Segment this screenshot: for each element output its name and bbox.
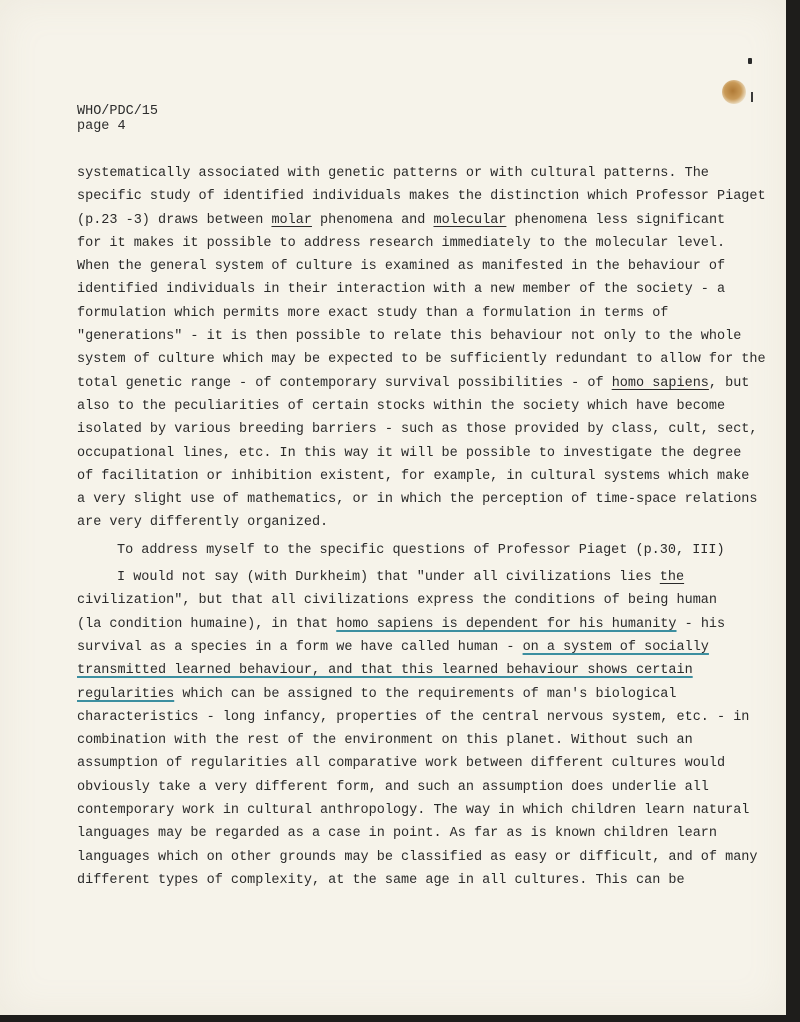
page-number: page 4 bbox=[77, 119, 126, 134]
text-line bbox=[77, 278, 737, 301]
document-reference: WHO/PDC/15 bbox=[77, 104, 159, 119]
text-segment: languages may be regarded as a case in point. As far as is known children learn bbox=[77, 826, 718, 842]
text-segment: system of culture which may be expected to be sufficiently redundant to allow for the bbox=[77, 352, 766, 368]
text-segment: different types of complexity, at the same age in all cultures. This can be bbox=[77, 872, 685, 888]
text-line bbox=[77, 613, 737, 636]
text-line bbox=[77, 729, 737, 752]
text-line bbox=[77, 776, 737, 799]
text-segment: of facilitation or inhibition existent, for example, in cultural systems which make bbox=[77, 468, 750, 484]
staple-mark-lower bbox=[751, 92, 753, 102]
rust-stain bbox=[722, 80, 746, 104]
staple-mark bbox=[748, 58, 752, 64]
text-line bbox=[77, 348, 766, 371]
text-line bbox=[77, 325, 742, 348]
text-line bbox=[77, 706, 750, 729]
text-line bbox=[77, 209, 737, 232]
text-line bbox=[77, 418, 758, 441]
text-segment: which can be assigned to the requirements of man's biological bbox=[174, 686, 677, 702]
text-line bbox=[77, 566, 737, 589]
underlined-phrase: homo sapiens is dependent for his humanity bbox=[336, 616, 677, 632]
text-line bbox=[77, 395, 737, 418]
text-line bbox=[77, 162, 737, 185]
text-line bbox=[77, 302, 737, 325]
text-segment: I would not say (with Durkheim) that "under all civilizations lies bbox=[117, 570, 660, 586]
text-segment: characteristics - long infancy, properties of the central nervous system, etc. - in bbox=[77, 709, 750, 725]
underlined-phrase: molar bbox=[271, 212, 312, 228]
text-segment: obviously take a very different form, and such an assumption does underlie all bbox=[77, 779, 709, 795]
text-segment: assumption of regularities all comparative work between different cultures would bbox=[77, 756, 726, 772]
text-segment: specific study of identified individuals makes the distinction which Professor Piaget bbox=[77, 189, 766, 205]
text-line bbox=[77, 589, 737, 612]
text-segment: phenomena and bbox=[311, 212, 434, 228]
text-line bbox=[77, 683, 737, 706]
text-segment: - his bbox=[676, 616, 726, 632]
text-line bbox=[77, 488, 758, 511]
text-line bbox=[77, 869, 737, 892]
text-line bbox=[77, 465, 750, 488]
text-segment: for it makes it possible to address research immediately to the molecular level. bbox=[77, 235, 726, 251]
text-line bbox=[77, 442, 742, 465]
text-segment: combination with the rest of the environment on this planet. Without such an bbox=[77, 733, 693, 749]
document-body bbox=[77, 162, 766, 892]
text-segment: "generations" - it is then possible to relate this behaviour not only to the whole bbox=[77, 329, 742, 345]
text-segment: isolated by various breeding barriers - such as those provided by class, cult, sect, bbox=[77, 422, 758, 438]
text-segment: occupational lines, etc. In this way it will be possible to investigate the degree bbox=[77, 445, 742, 461]
text-line bbox=[77, 752, 737, 775]
text-line bbox=[77, 372, 750, 395]
paragraph-2: To address myself to the specific questions of Professor Piaget (p.30, III) bbox=[117, 542, 725, 558]
text-segment: identified individuals in their interaction with a new member of the society - a bbox=[77, 282, 726, 298]
text-segment: formulation which permits more exact study than a formulation in terms of bbox=[77, 305, 669, 321]
text-segment: total genetic range - of contemporary survival possibilities - of bbox=[77, 375, 612, 391]
document-header bbox=[77, 104, 158, 134]
underlined-phrase: regularities bbox=[77, 686, 175, 702]
text-line bbox=[77, 846, 758, 869]
text-segment: When the general system of culture is examined as manifested in the behaviour of bbox=[77, 259, 726, 275]
text-segment: systematically associated with genetic patterns or with cultural patterns. The bbox=[77, 166, 709, 181]
underlined-phrase: the bbox=[659, 570, 685, 586]
underlined-phrase: on a system of socially bbox=[522, 639, 709, 655]
paragraph-3 bbox=[77, 566, 758, 892]
underlined-phrase: transmitted learned behaviour, and that this learned behaviour shows certain bbox=[77, 663, 693, 679]
text-line bbox=[77, 659, 737, 682]
underlined-phrase: molecular bbox=[433, 212, 507, 228]
text-segment: languages which on other grounds may be classified as easy or difficult, and of many bbox=[77, 849, 758, 865]
text-segment: , but bbox=[708, 375, 750, 391]
text-segment: (p.23 -3) draws between bbox=[77, 212, 272, 228]
text-segment: phenomena less significant bbox=[506, 212, 726, 228]
text-segment: survival as a species in a form we have called human - bbox=[77, 639, 523, 655]
text-segment: (la condition humaine), in that bbox=[77, 616, 337, 632]
text-segment: are very differently organized. bbox=[77, 515, 329, 531]
text-line bbox=[77, 185, 766, 208]
text-line bbox=[77, 232, 737, 255]
text-segment: also to the peculiarities of certain stocks within the society which have become bbox=[77, 398, 726, 414]
text-line bbox=[77, 511, 737, 534]
text-segment: a very slight use of mathematics, or in which the perception of time-space relations bbox=[77, 492, 758, 508]
text-segment: civilization", but that all civilizations express the conditions of being human bbox=[77, 593, 718, 609]
text-segment: contemporary work in cultural anthropology. The way in which children learn natural bbox=[77, 803, 750, 819]
text-line bbox=[77, 799, 750, 822]
text-line bbox=[77, 636, 737, 659]
text-line bbox=[77, 255, 737, 278]
paragraph-1 bbox=[77, 162, 766, 535]
underlined-phrase: homo sapiens bbox=[611, 375, 709, 391]
text-line bbox=[77, 822, 737, 845]
